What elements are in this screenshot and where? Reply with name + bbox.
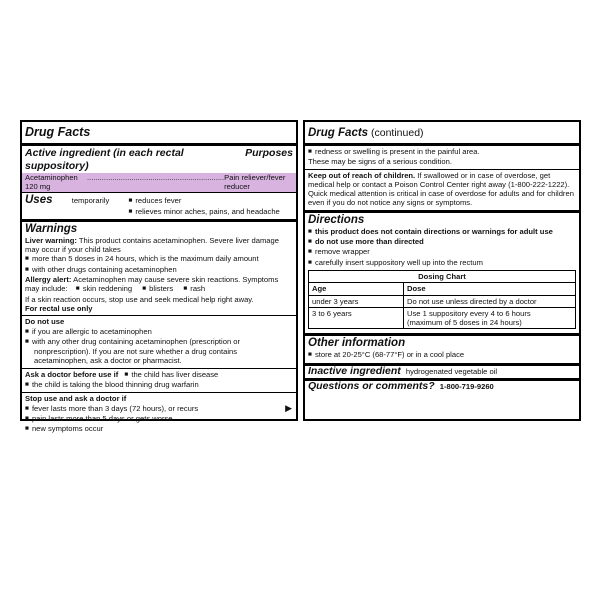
warnings-heading: Warnings [25,222,78,235]
inactive-ingredient-text: hydrogenated vegetable oil [405,366,498,376]
stop-use-section [22,393,296,436]
questions-heading: Questions or comments? [308,380,435,393]
keep-out-section [305,170,579,213]
do-not-use-section [22,316,296,368]
liver-item: ■ more than 5 doses in 24 hours, which is the maximum daily amount [25,254,293,264]
directions-item-bold: ■ do not use more than directed [308,237,576,247]
continued-warning-note: These may be signs of a serious condition. [308,157,452,167]
do-not-use-item-cont: nonprescription). If you are not sure whether a drug contains [34,347,238,357]
directions-heading: Directions [308,213,365,226]
questions-section [305,381,579,393]
liver-warning: Liver warning: This product contains acetaminophen. Severe liver damage may occur if your child takes [25,235,279,255]
dosing-dose-cell: Do not use unless directed by a doctor [404,295,576,307]
directions-item: ■ carefully insert suppository well up into the rectum [308,258,576,268]
drug-facts-title-row [22,122,296,146]
directions-item-bold: ■ this product does not contain directions or warnings for adult use [308,227,576,237]
other-information-item: ■ store at 20-25°C (68-77°F) or in a cool place [308,350,576,360]
drug-facts-continued-title: Drug Facts [308,127,369,139]
allergy-alert: Allergy alert: Acetaminophen may cause severe skin reactions. Symptoms may include: ■ skin reddening ■ blisters ■ rash [25,275,293,295]
inactive-ingredient-section [305,366,579,381]
stop-use-item: ■ pain lasts more than 5 days or gets worse [25,414,293,424]
do-not-use-item: ■ with any other drug containing acetaminophen (prescription or [25,337,293,347]
dosing-chart [308,270,576,329]
continued-label: (continued) [368,127,424,139]
active-ingredient-header-row [22,146,296,173]
ask-doctor-section [22,369,296,394]
uses-item: ■ relieves minor aches, pains, and headache [128,207,293,217]
ask-doctor-item: ■ the child has liver disease [124,370,218,379]
ask-doctor-item: ■ the child is taking the blood thinning drug warfarin [25,380,293,390]
stop-use-heading: Stop use and ask a doctor if [25,394,127,404]
purposes-header: Purposes [245,147,293,159]
active-ingredient-name: Acetaminophen 120 mg [25,173,78,192]
do-not-use-heading: Do not use [25,317,65,327]
uses-intro: temporarily [71,195,110,205]
uses-section [22,193,296,222]
stop-use-item: ■ new symptoms occur [25,424,293,434]
liver-item: ■ with other drugs containing acetaminophen [25,265,293,275]
drug-facts-panel-right [303,120,581,421]
ask-doctor-heading: Ask a doctor before use if [25,369,119,379]
continued-warning-item: ■ redness or swelling is present in the painful area. [308,147,576,157]
stop-use-item: ■ fever lasts more than 3 days (72 hours), or recurs [25,404,293,414]
drug-facts-continued-title-row [305,122,579,146]
dosing-dose-cell: Use 1 suppository every 4 to 6 hours (maximum of 5 doses in 24 hours) [407,308,531,328]
dosing-age-cell: under 3 years [309,295,404,307]
directions-section [305,213,579,337]
keep-out-label: Keep out of reach of children. [308,170,416,180]
uses-heading: Uses [25,193,53,206]
questions-phone: 1-800-719-9260 [439,382,494,392]
directions-item: ■ remove wrapper [308,247,576,257]
warnings-section [22,222,296,316]
active-ingredient-purpose: Pain reliever/fever reducer [224,173,286,192]
allergy-item: ■ rash [183,284,205,293]
uses-item: ■ reduces fever [128,196,293,206]
dosing-chart-title: Dosing Chart [309,271,575,283]
other-information-section [305,336,579,365]
dosing-row [309,307,575,328]
dosing-col-age: Age [309,283,404,295]
drug-facts-panel-left [20,120,298,434]
do-not-use-item-cont: acetaminophen, ask a doctor or pharmacist. [34,356,182,366]
dosing-chart-table [309,283,575,328]
allergy-item: ■ skin reddening [76,284,132,293]
rectal-use-only: For rectal use only [25,303,93,313]
active-ingredient-header: Active ingredient (in each rectal suppository) [25,147,184,172]
active-ingredient-dots: ................................................................. [87,173,225,182]
do-not-use-item: ■ if you are allergic to acetaminophen [25,327,293,337]
dosing-row [309,295,575,307]
continued-warning-section [305,146,579,170]
other-information-heading: Other information [308,337,406,350]
continue-arrow-icon: ▶ [285,403,292,413]
skin-reaction-note: If a skin reaction occurs, stop use and seek medical help right away. [25,294,254,304]
keep-out-text: If swallowed or in case of overdose, get medical help or contact a Poison Control Center right away (1-800-222-1222). Quick medical attention is critical in case of overdose for adults and for children even if you do not notice any signs or symptoms. [308,170,574,208]
allergy-item: ■ blisters [142,284,173,293]
active-ingredient-line [22,173,296,193]
inactive-ingredient-heading: Inactive ingredient [308,364,401,377]
dosing-col-dose: Dose [404,283,576,295]
dosing-age-cell: 3 to 6 years [309,307,404,328]
drug-facts-title: Drug Facts [25,125,91,139]
